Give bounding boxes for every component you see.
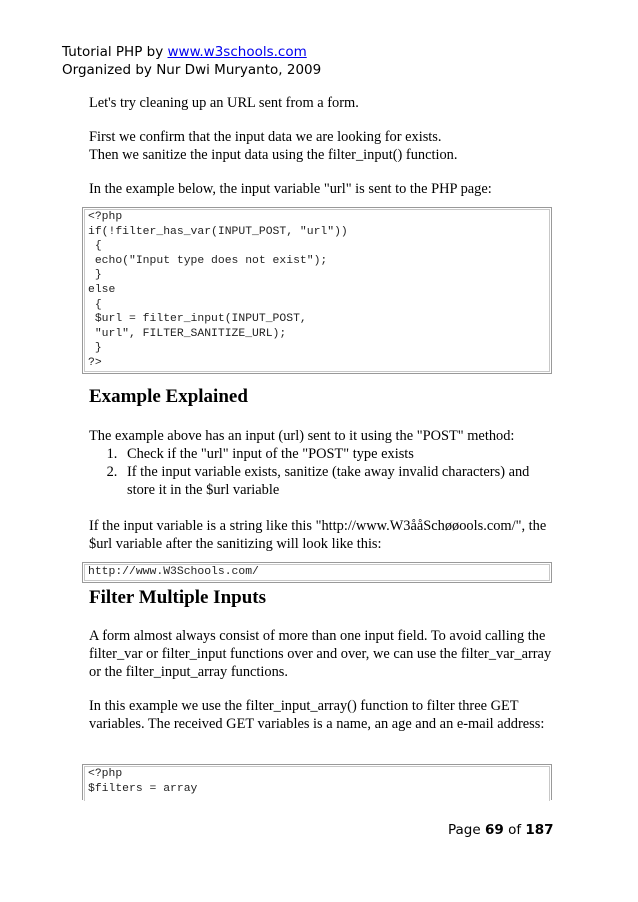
page-footer [448, 822, 554, 838]
page-total: 187 [525, 822, 554, 838]
example-explained-heading: Example Explained [89, 386, 248, 407]
intro-paragraph-1: Let's try cleaning up an URL sent from a form. [89, 95, 359, 111]
code-block-1 [82, 207, 552, 374]
intro-section [89, 94, 559, 214]
steps-list [89, 445, 559, 499]
code-block-3 [82, 764, 552, 800]
filter-multiple-section [89, 627, 559, 733]
filter-multiple-heading: Filter Multiple Inputs [89, 587, 266, 608]
intro-paragraph-2a: First we confirm that the input data we are looking for exists. [89, 129, 442, 145]
w3schools-link[interactable]: www.w3schools.com [167, 44, 307, 60]
header-line-2: Organized by Nur Dwi Muryanto, 2009 [62, 62, 322, 78]
example-explained-intro: The example above has an input (url) sent to it using the "POST" method: [89, 428, 515, 444]
code-block-3-text: <?php $filters = array [84, 766, 550, 801]
intro-paragraph-3: In the example below, the input variable "url" is sent to the PHP page: [89, 181, 492, 197]
code-block-1-text: <?php if(!filter_has_var(INPUT_POST, "url")) { echo("Input type does not exist"); } else { $url = filter_input(INPUT_POST, "url", FILTER_SANITIZE_URL); } ?> [84, 209, 550, 372]
header-prefix: Tutorial PHP by [62, 44, 168, 60]
step-item: 2. If the input variable exists, sanitize (take away invalid characters) and store it in the $url variable [121, 463, 559, 499]
page-label: Page [448, 822, 485, 838]
example-explained-after: If the input variable is a string like this "http://www.W3ååSchøøools.com/", the $url variable after the sanitizing will look like this: [89, 518, 547, 552]
code-block-2-text: http://www.W3Schools.com/ [84, 564, 550, 581]
intro-paragraph-2b: Then we sanitize the input data using the filter_input() function. [89, 147, 458, 163]
step-item: 1. Check if the "url" input of the "POST" type exists [121, 445, 559, 463]
header-line-1 [62, 43, 321, 61]
example-explained-section [89, 427, 559, 553]
of-label: of [503, 822, 526, 838]
code-block-2 [82, 562, 552, 583]
page-number: 69 [484, 822, 504, 838]
page-header [62, 43, 321, 79]
filter-multiple-paragraph-2: In this example we use the filter_input_array() function to filter three GET variables. The received GET variables is a name, an age and an e-mail address: [89, 698, 545, 732]
filter-multiple-paragraph-1: A form almost always consist of more than one input field. To avoid calling the filter_var or filter_input functions over and over, we can use the filter_var_array or the filter_input_array functions. [89, 628, 552, 680]
